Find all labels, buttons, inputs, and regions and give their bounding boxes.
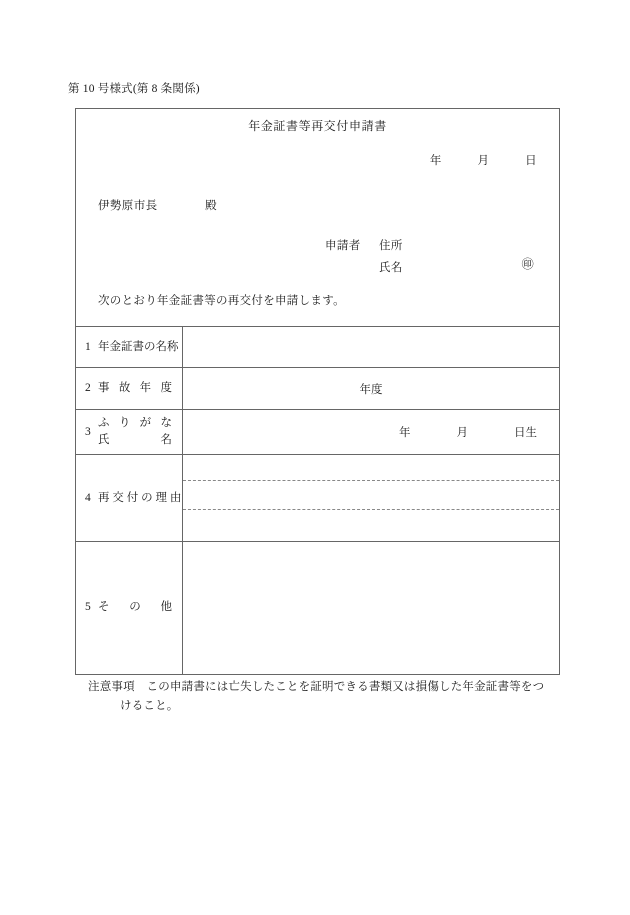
row-label-1	[76, 339, 182, 356]
row-label-cell-5	[76, 542, 183, 674]
label-char: が	[139, 417, 152, 430]
label-char: 他	[160, 601, 172, 614]
addressee-line: 伊勢原市長 殿	[98, 200, 217, 212]
row-label-cell-2	[76, 368, 183, 410]
applicant-name-line	[307, 259, 537, 281]
row-label-cell-1	[76, 327, 183, 368]
footer-note	[88, 678, 558, 716]
note-spacer	[135, 681, 147, 693]
row-label-cell-4	[76, 455, 183, 542]
label-char: 事	[98, 382, 110, 395]
furigana-label	[98, 415, 172, 432]
note-heading: 注意事項	[88, 681, 135, 693]
table-row	[76, 542, 559, 674]
row-value-cell-2[interactable]	[183, 368, 560, 410]
label-char: な	[160, 417, 172, 430]
label-char: 氏	[98, 434, 110, 446]
label-char: 度	[160, 382, 172, 395]
table-row	[76, 455, 559, 542]
row-label-5	[76, 599, 182, 616]
applicant-address-label: 住所	[379, 240, 403, 252]
row-number-3: 3	[85, 425, 91, 438]
applicant-label: 申請者	[325, 240, 361, 252]
seal-icon: ㊞	[521, 257, 534, 271]
row-label-cell-3	[76, 410, 183, 455]
label-char: 年	[139, 382, 152, 395]
note-line-1: この申請書には亡失したことを証明できる書類又は損傷した年金証書等をつ	[146, 681, 545, 693]
row-number-2: 2	[85, 382, 91, 395]
row-label-text-4: 再 交 付 の 理 由	[98, 491, 182, 504]
date-line: 年 月 日	[429, 155, 537, 167]
writing-guide-line	[183, 480, 559, 481]
row-value-cell-5[interactable]	[183, 542, 560, 674]
applicant-name-label: 氏名	[379, 262, 403, 274]
document-title: 年金証書等再交付申請書	[248, 119, 387, 133]
table-row	[76, 410, 559, 455]
label-char: そ	[98, 601, 110, 614]
row-label-2	[76, 380, 182, 397]
row-label-text-2	[98, 380, 172, 397]
birthdate-line: 年 月 日生	[399, 427, 537, 439]
row-number-4: 4	[85, 491, 91, 504]
applicant-address-line	[307, 237, 537, 259]
row-value-2: 年度	[359, 383, 383, 396]
table-row	[76, 327, 559, 368]
label-char: 故	[118, 382, 131, 395]
note-line-2: けること。	[120, 699, 179, 712]
form-number: 第 10 号様式(第 8 条関係)	[68, 83, 200, 95]
label-char: の	[129, 601, 141, 614]
writing-guide-line	[183, 509, 559, 510]
row-value-cell-1[interactable]	[183, 327, 560, 368]
lead-sentence: 次のとおり年金証書等の再交付を申請します。	[98, 295, 345, 307]
form-header	[76, 109, 559, 326]
row-label-stack-3	[98, 415, 172, 448]
application-table	[76, 326, 559, 674]
row-value-cell-3[interactable]	[183, 410, 560, 455]
applicant-block	[307, 237, 537, 281]
label-char: り	[118, 417, 131, 430]
label-char: 名	[160, 434, 172, 446]
table-row	[76, 368, 559, 410]
row-label-text-5	[98, 599, 172, 616]
row-label-4	[76, 490, 182, 507]
name-label	[98, 432, 172, 449]
row-value-cell-4[interactable]	[183, 455, 560, 542]
row-label-text-1: 年金証書の名称	[98, 340, 179, 353]
row-number-1: 1	[85, 340, 91, 353]
row-number-5: 5	[85, 601, 91, 614]
form-outer-box	[75, 108, 560, 675]
row-label-3	[76, 415, 182, 448]
label-char: ふ	[98, 417, 110, 430]
